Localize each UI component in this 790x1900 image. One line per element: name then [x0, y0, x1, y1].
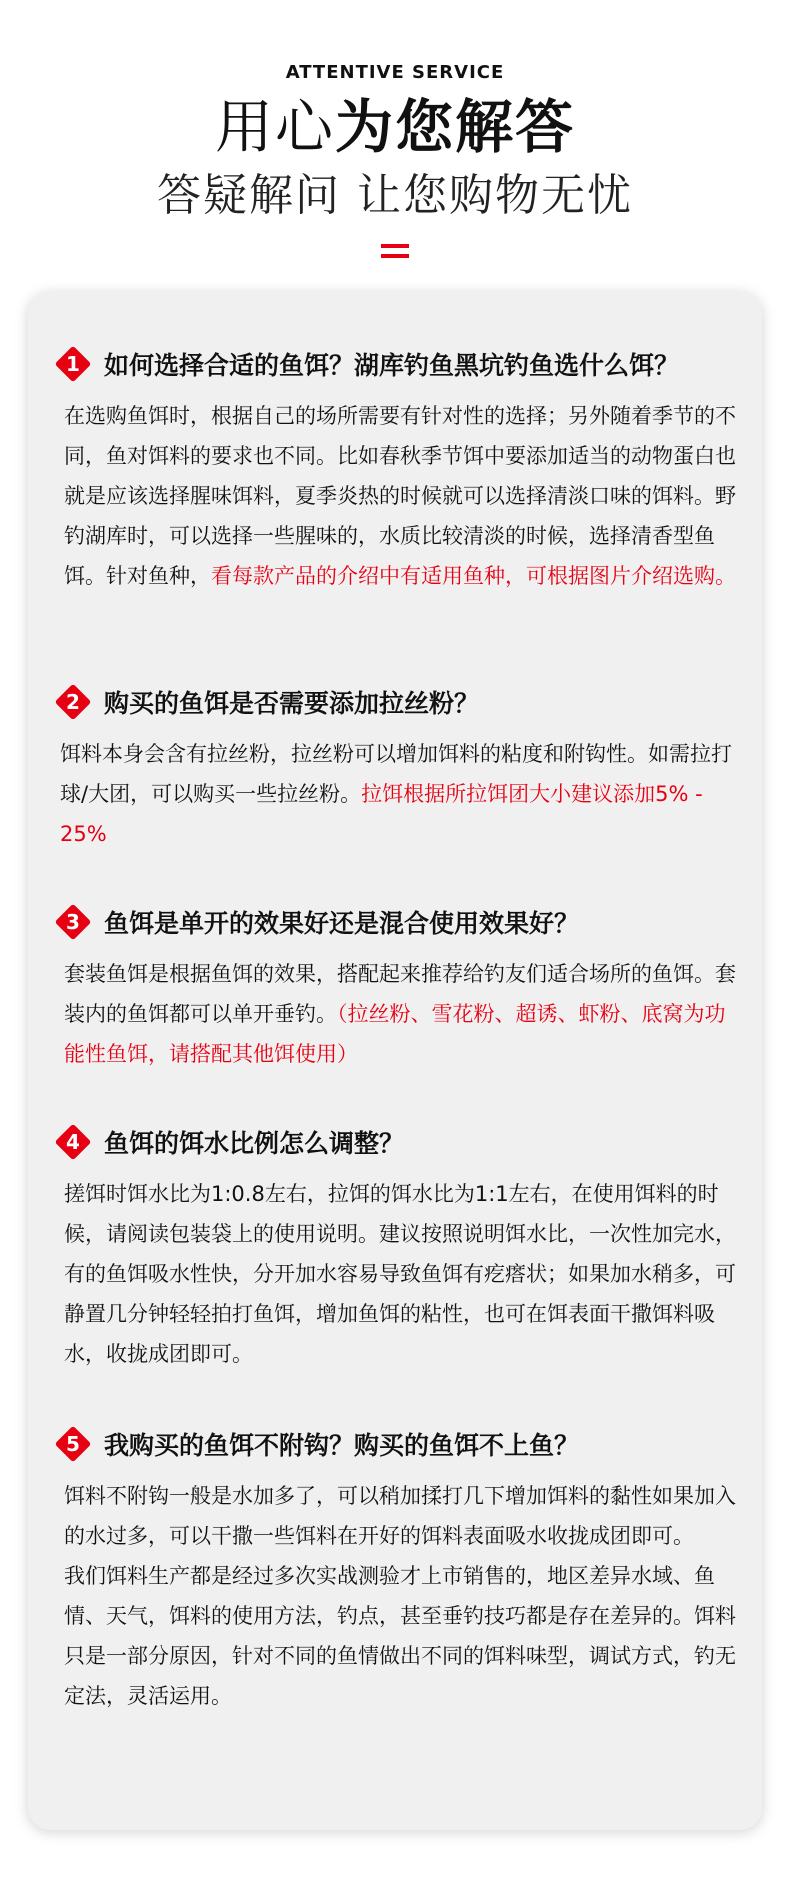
faq-question-text: 如何选择合适的鱼饵？湖库钓鱼黑坑钓鱼选什么饵？ [104, 351, 680, 380]
faq-answer-1 [64, 396, 736, 596]
page-title-bold: 为您解答 [335, 93, 576, 161]
faq-answer-text: 饵料本身会含有拉丝粉，拉丝粉可以增加饵料的粘度和附钩性。如需拉打球/大团，可以购买一些拉丝粉。 [60, 742, 732, 806]
faq-answer-highlight: 拉饵根据所拉饵团大小建议添加5% - 25% [60, 782, 703, 846]
faq-answer-5 [64, 1476, 736, 1716]
faq-answer-2 [60, 734, 740, 854]
page-title [0, 92, 790, 162]
faq-answer-3 [64, 954, 736, 1074]
header-divider-top [381, 244, 409, 248]
number-badge-icon: 4 [54, 1123, 92, 1161]
faq-question-text: 鱼饵的饵水比例怎么调整？ [104, 1129, 405, 1158]
faq-answer-4 [64, 1174, 736, 1374]
number-badge-icon: 1 [54, 345, 92, 383]
number-badge-icon: 3 [54, 903, 92, 941]
faq-question-1 [54, 344, 679, 384]
number-badge-icon: 2 [54, 683, 92, 721]
page-title-light: 用心 [214, 93, 335, 161]
header-divider-bottom [381, 254, 409, 258]
faq-answer-text: 搓饵时饵水比为1:0.8左右，拉饵的饵水比为1:1左右，在使用饵料的时候，请阅读包装袋上的使用说明。建议按照说明饵水比，一次性加完水，有的鱼饵吸水性快，分开加水容易导致鱼饵有疙瘩状；如果加水稍多，可静置几分钟轻轻拍打鱼饵，增加鱼饵的粘性，也可在饵表面干撒饵料吸水，收拢成团即可。 [64, 1182, 736, 1366]
faq-answer-paragraph-2: 我们饵料生产都是经过多次实战测验才上市销售的，地区差异水域、鱼情、天气，饵料的使用方法，钓点，甚至垂钓技巧都是存在差异的。饵料只是一部分原因，针对不同的鱼情做出不同的饵料味型，调试方式，钓无定法，灵活运用。 [64, 1564, 736, 1708]
faq-answer-paragraph-1: 饵料不附钩一般是水加多了，可以稍加揉打几下增加饵料的黏性如果加入的水过多，可以干撒一些饵料在开好的饵料表面吸水收拢成团即可。 [64, 1484, 736, 1548]
faq-card [28, 292, 762, 1830]
faq-question-5 [54, 1424, 579, 1464]
faq-answer-text: 套装鱼饵是根据鱼饵的效果，搭配起来推荐给钓友们适合场所的鱼饵。套装内的鱼饵都可以单开垂钓。 [64, 962, 736, 1026]
faq-question-text: 购买的鱼饵是否需要添加拉丝粉？ [104, 689, 480, 718]
header-eyebrow: ATTENTIVE SERVICE [285, 62, 505, 83]
faq-question-text: 我购买的鱼饵不附钩？购买的鱼饵不上鱼？ [104, 1431, 580, 1460]
faq-answer-text: 在选购鱼饵时，根据自己的场所需要有针对性的选择；另外随着季节的不同，鱼对饵料的要求也不同。比如春秋季节饵中要添加适当的动物蛋白也就是应该选择腥味饵料，夏季炎热的时候就可以选择清淡口味的饵料。野钓湖库时，可以选择一些腥味的，水质比较清淡的时候，选择清香型鱼饵。针对鱼种， [64, 404, 736, 588]
number-badge-icon: 5 [54, 1425, 92, 1463]
faq-answer-highlight: 看每款产品的介绍中有适用鱼种，可根据图片介绍选购。 [211, 564, 736, 588]
faq-question-3 [54, 902, 579, 942]
faq-answer-highlight: （拉丝粉、雪花粉、超诱、虾粉、底窝为功能性鱼饵，请搭配其他饵使用） [64, 1002, 726, 1066]
faq-question-4 [54, 1122, 404, 1162]
page-subtitle: 答疑解问 让您购物无忧 [157, 170, 633, 221]
faq-question-text: 鱼饵是单开的效果好还是混合使用效果好？ [104, 909, 580, 938]
faq-question-2 [54, 682, 479, 722]
